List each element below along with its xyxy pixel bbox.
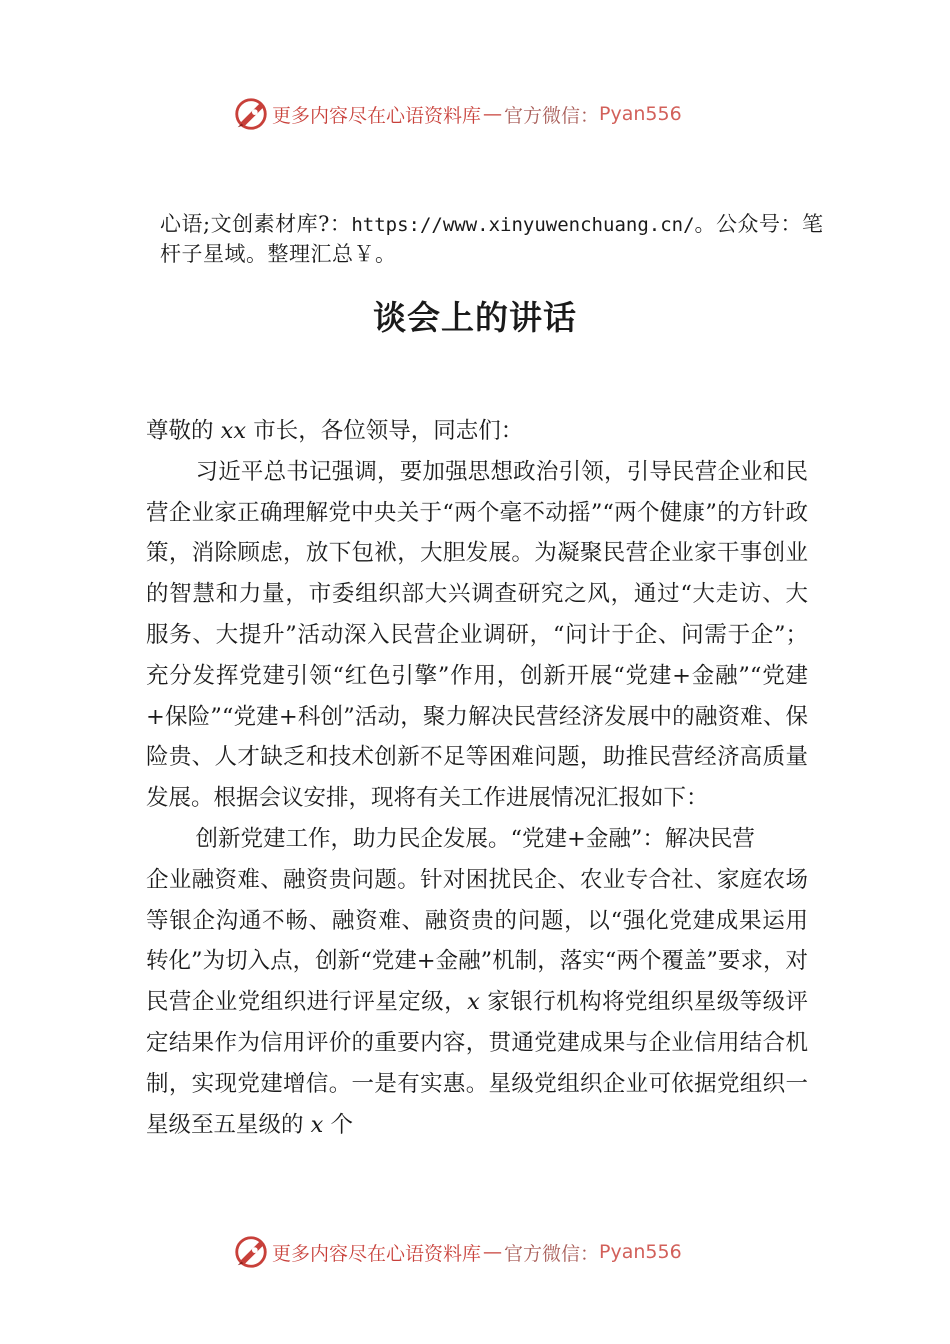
- watermark-wechat-label: 官方微信：: [504, 1242, 600, 1265]
- paragraph-2-text-a: 企业融资难、融资贵问题。针对困扰民企、农业专合社、家庭农场等银企沟通不畅、融资难、融资贵的问题，以“强化党建成果运用转化”为切入点，创新“党建+金融”机制，落实“两个覆盖”要求，对民营企业党组织进行评星定级，: [146, 866, 808, 1016]
- paragraph-2-text-b: 家银行机构将党组织星级等级评定结果作为信用评价的重要内容，贯通党建成果与企业信用结合机制，实现党建增信。一是有实惠。星级党组织企业可依据党组织一星级至五星级的: [146, 989, 808, 1138]
- watermark-dash: —: [483, 1241, 503, 1263]
- source-prefix: 心语;文创素材库?：: [160, 212, 352, 236]
- paragraph-2-var-1: x: [467, 989, 480, 1016]
- salutation-before: 尊敬的: [146, 418, 221, 444]
- pen-seal-logo-icon: [232, 95, 270, 133]
- paragraph-1: 习近平总书记强调，要加强思想政治引领，引导民营企业和民营企业家正确理解党中央关于“两个毫不动摇”“两个健康”的方针政策，消除顾虑，放下包袱，大胆发展。为凝聚民营企业家干事创业的智慧和力量，市委组织部大兴调查研究之风，通过“大走访、大服务、大提升”活动深入民营企业调研，“问计于企、问需于企”；充分发挥党建引领“红色引擎”作用，创新开展“党建+金融”“党建+保险”“党建+科创”活动，聚力解决民营经济发展中的融资难、保险贵、人才缺乏和技术创新不足等困难问题，助推民营经济高质量发展。根据会议安排，现将有关工作进展情况汇报如下：: [146, 458, 808, 812]
- watermark-wechat-label: 官方微信：: [504, 104, 600, 127]
- watermark-site-text: 更多内容尽在心语资料库: [272, 1242, 482, 1265]
- salutation-after: 市长，各位领导，同志们：: [246, 418, 524, 444]
- document-body: [146, 411, 808, 1145]
- salutation-var: xx: [220, 418, 247, 444]
- paragraph-2-lead: 创新党建工作，助力民企发展。“党建+金融”：解决民营: [195, 825, 755, 852]
- watermark-banner-top: [232, 94, 682, 134]
- paragraph-2: [146, 860, 808, 1146]
- watermark-site-text: 更多内容尽在心语资料库: [272, 104, 482, 127]
- source-suffix: 。公众号：笔杆子星域。整理汇总￥。: [160, 212, 824, 266]
- watermark-wechat-id: Pyan556: [599, 103, 682, 125]
- watermark-wechat-id: Pyan556: [599, 1241, 682, 1263]
- watermark-dash: —: [483, 103, 503, 125]
- pen-seal-logo-icon: [232, 1233, 270, 1271]
- paragraph-2-text-c: 个: [323, 1111, 354, 1138]
- watermark-banner-bottom: [232, 1232, 682, 1272]
- page-title: 谈会上的讲话: [373, 298, 577, 337]
- source-url: https://www.xinyuwenchuang.cn/: [351, 214, 695, 236]
- salutation: [146, 411, 808, 452]
- paragraph-2-var-2: x: [310, 1111, 324, 1138]
- source-note: [160, 210, 840, 269]
